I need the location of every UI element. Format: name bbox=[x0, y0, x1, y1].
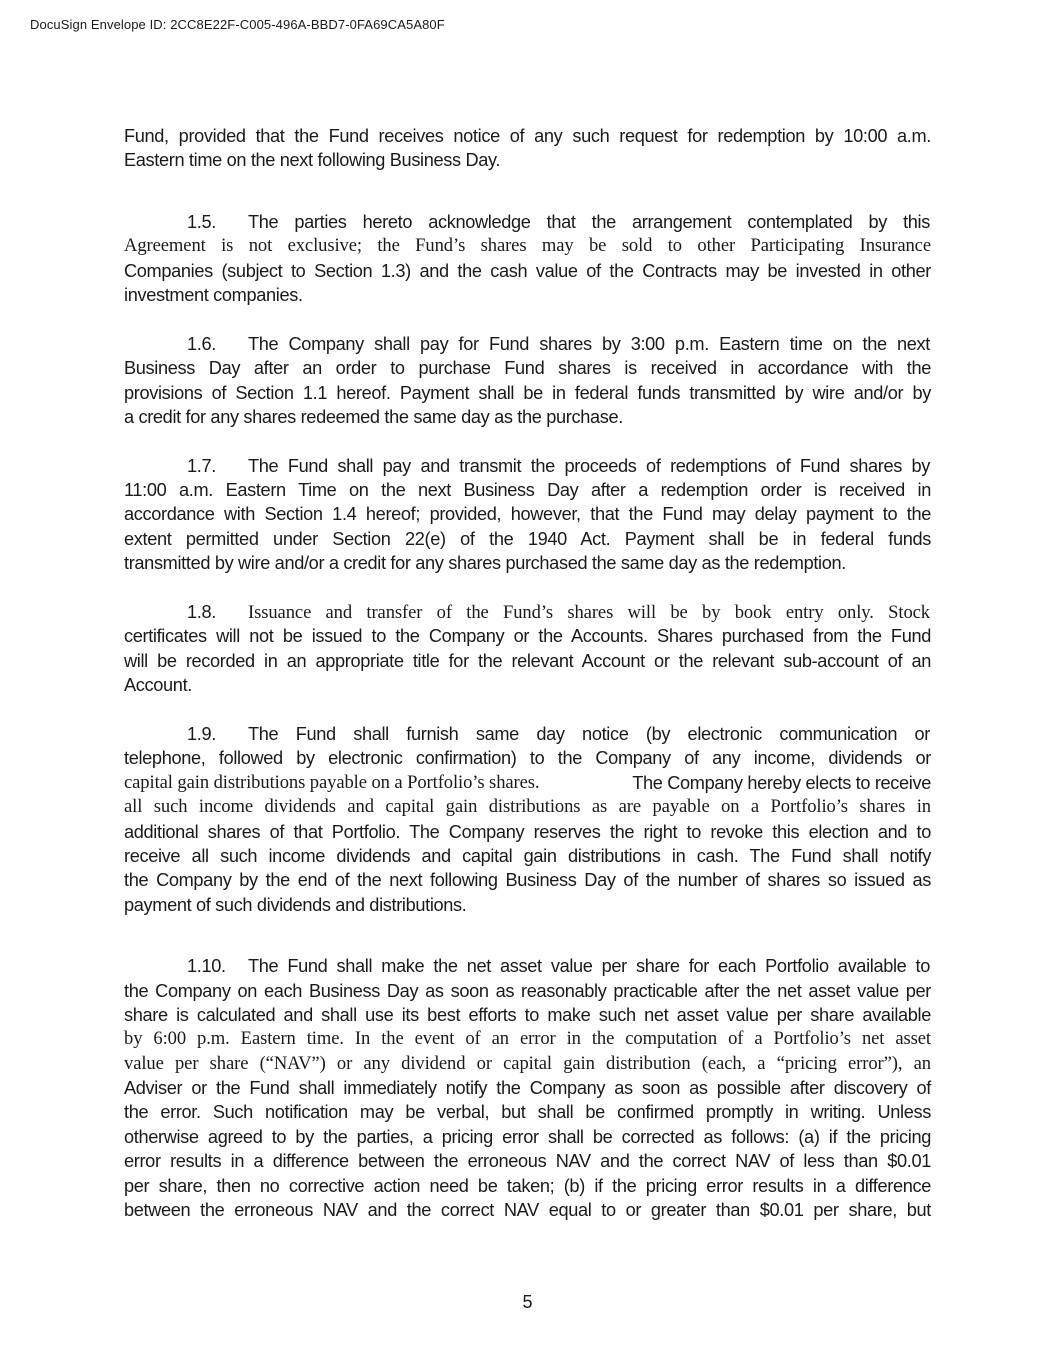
text-line: share is calculated and shall use its best efforts to make such net asset value per share available bbox=[124, 1004, 931, 1025]
text-line: capital gain distributions payable on a Portfolio’s shares. bbox=[124, 771, 540, 793]
text-line: error results in a difference between the erroneous NAV and the correct NAV of less than $0.01 bbox=[124, 1151, 931, 1172]
text-line: Account. bbox=[124, 675, 192, 696]
text-line: Eastern time on the next following Business Day. bbox=[124, 150, 501, 171]
text-line: receive all such income dividends and capital gain distributions in cash. The Fund shall notify bbox=[124, 845, 931, 866]
section-number: 1.10. bbox=[187, 956, 226, 977]
text-line: payment of such dividends and distributions. bbox=[124, 894, 467, 915]
text-line: Fund, provided that the Fund receives notice of any such request for redemption by 10:00 a.m. bbox=[124, 126, 931, 146]
text-line: Agreement is not exclusive; the Fund’s shares may be sold to other Participating Insurance bbox=[124, 235, 931, 257]
text-line: Companies (subject to Section 1.3) and the cash value of the Contracts may be invested in other bbox=[124, 260, 931, 281]
text-line: will be recorded in an appropriate title for the relevant Account or the relevant sub-account of an bbox=[124, 650, 931, 671]
text-line: The Fund shall make the net asset value per share for each Portfolio available to bbox=[248, 956, 930, 977]
text-line: provisions of Section 1.1 hereof. Payment shall be in federal funds transmitted by wire and/or by bbox=[124, 382, 931, 403]
text-line: otherwise agreed to by the parties, a pricing error shall be corrected as follows: (a) if the pricing bbox=[124, 1126, 931, 1147]
text-line: telephone, followed by electronic confirmation) to the Company of any income, dividends or bbox=[124, 748, 931, 769]
text-line: accordance with Section 1.4 hereof; provided, however, that the Fund may delay payment to the bbox=[124, 504, 931, 525]
text-line: The Fund shall furnish same day notice (by electronic communication or bbox=[248, 723, 930, 744]
text-line: transmitted by wire and/or a credit for any shares purchased the same day as the redemption. bbox=[124, 553, 846, 574]
section-1-8 bbox=[124, 600, 931, 698]
text-line: extent permitted under Section 22(e) of the 1940 Act. Payment shall be in federal funds bbox=[124, 528, 931, 549]
document-body bbox=[124, 124, 931, 1222]
text-line: by 6:00 p.m. Eastern time. In the event of an error in the computation of a Portfolio’s net asset bbox=[124, 1028, 931, 1050]
text-line: additional shares of that Portfolio. The Company reserves the right to revoke this election and to bbox=[124, 821, 931, 842]
text-line: The Company shall pay for Fund shares by 3:00 p.m. Eastern time on the next bbox=[248, 333, 930, 354]
text-line: value per share (“NAV”) or any dividend or capital gain distribution (each, a “pricing error”), an bbox=[124, 1052, 931, 1074]
section-number: 1.9. bbox=[187, 723, 216, 744]
paragraph-continuation bbox=[124, 124, 931, 173]
section-1-6 bbox=[124, 332, 931, 430]
text-line: The Fund shall pay and transmit the proceeds of redemptions of Fund shares by bbox=[248, 455, 930, 476]
text-line: investment companies. bbox=[124, 284, 303, 305]
section-number: 1.6. bbox=[187, 333, 216, 354]
text-line: between the erroneous NAV and the correct NAV equal to or greater than $0.01 per share, but bbox=[124, 1200, 931, 1221]
page-number: 5 bbox=[522, 1292, 533, 1312]
section-number: 1.5. bbox=[187, 211, 216, 232]
text-line: all such income dividends and capital gain distributions as are payable on a Portfolio’s shares in bbox=[124, 796, 931, 818]
docusign-envelope-id: DocuSign Envelope ID: 2CC8E22F-C005-496A-BBD7-0FA69CA5A80F bbox=[30, 17, 445, 32]
section-number: 1.7. bbox=[187, 455, 216, 476]
text-line: Issuance and transfer of the Fund’s shares will be by book entry only. Stock bbox=[248, 602, 930, 624]
section-1-5 bbox=[124, 210, 931, 308]
text-line: 11:00 a.m. Eastern Time on the next Business Day after a redemption order is received in bbox=[124, 480, 931, 501]
text-line: the error. Such notification may be verbal, but shall be confirmed promptly in writing. Unless bbox=[124, 1102, 931, 1123]
text-line: The parties hereto acknowledge that the arrangement contemplated by this bbox=[248, 211, 930, 232]
text-line: the Company on each Business Day as soon as reasonably practicable after the net asset value per bbox=[124, 980, 931, 1001]
text-line: per share, then no corrective action need be taken; (b) if the pricing error results in a difference bbox=[124, 1175, 931, 1196]
section-number: 1.8. bbox=[187, 602, 216, 623]
section-1-7 bbox=[124, 454, 931, 576]
section-1-10 bbox=[124, 954, 931, 1222]
text-line: a credit for any shares redeemed the same day as the purchase. bbox=[124, 406, 623, 427]
section-1-9 bbox=[124, 722, 931, 917]
text-line: certificates will not be issued to the Company or the Accounts. Shares purchased from the Fund bbox=[124, 626, 931, 647]
text-line: the Company by the end of the next following Business Day of the number of shares so issued as bbox=[124, 870, 931, 891]
text-line: Adviser or the Fund shall immediately notify the Company as soon as possible after discovery of bbox=[124, 1078, 931, 1099]
text-line: Business Day after an order to purchase Fund shares is received in accordance with the bbox=[124, 358, 931, 379]
text-line: The Company hereby elects to receive bbox=[632, 772, 931, 793]
